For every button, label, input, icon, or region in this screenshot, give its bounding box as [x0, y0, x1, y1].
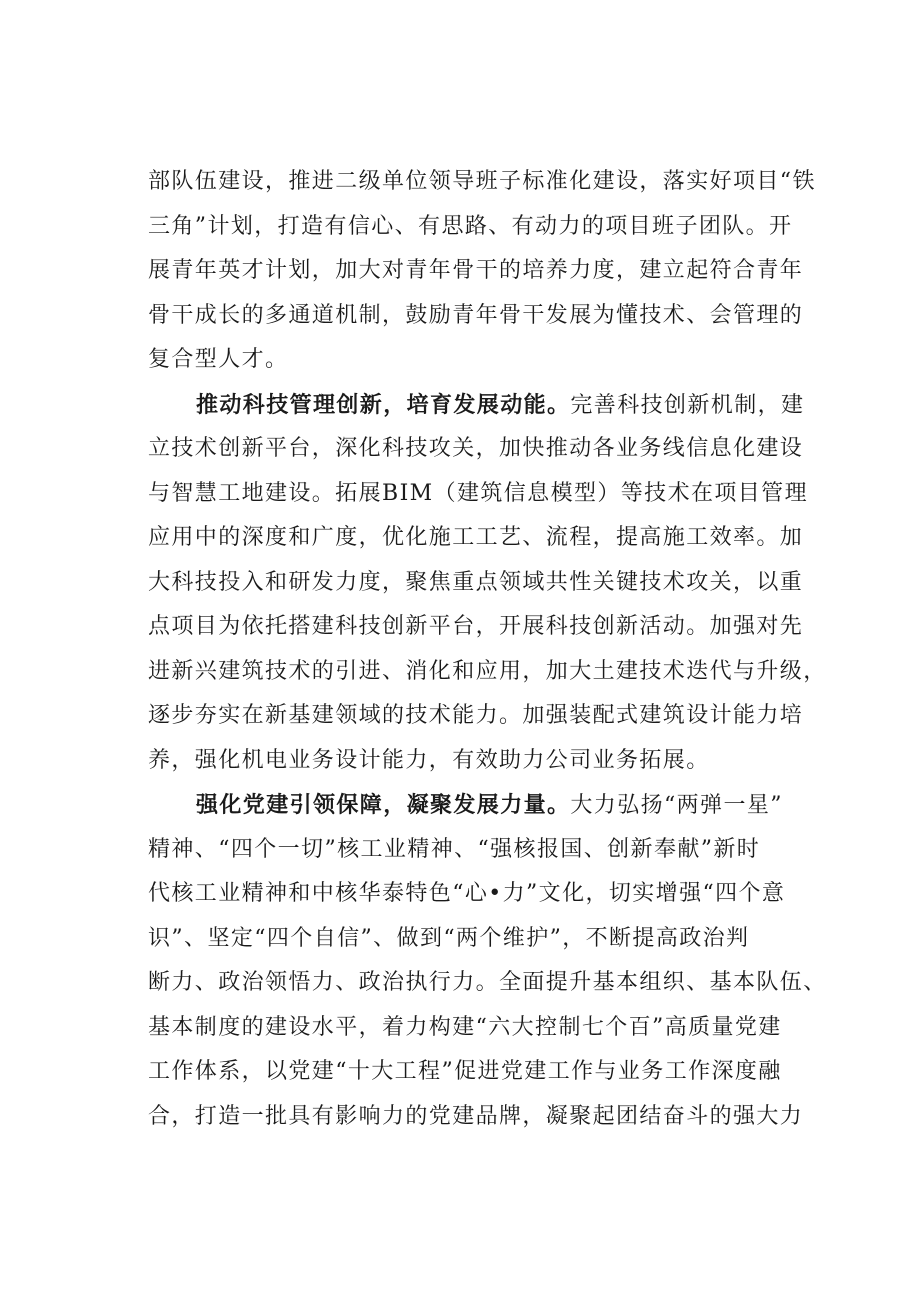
text-line: 立技术创新平台，深化科技攻关，加快推动各业务线信息化建设 [148, 436, 804, 461]
text-line: 展青年英才计划，加大对青年骨干的培养力度，建立起符合青年 [148, 258, 804, 283]
text-line: 点项目为依托搭建科技创新平台，开展科技创新活动。加强对先 [148, 614, 804, 639]
text-line: 与智慧工地建设。拓展BIM（建筑信息模型）等技术在项目管理 [148, 480, 808, 506]
text-line: 工作体系，以党建“十大工程”促进党建工作与业务工作深度融 [148, 1059, 782, 1084]
text-line: 部队伍建设，推进二级单位领导班子标准化建设，落实好项目“铁 [148, 169, 816, 194]
section-heading-tech: 推动科技管理创新，培育发展动能。 [196, 391, 571, 418]
text-line: 精神、“四个一切”核工业精神、“强核报国、创新奉献”新时 [148, 836, 761, 862]
text-line: 代核工业精神和中核华泰特色“心•力”文化，切实增强“四个意 [148, 881, 786, 906]
text-line: 大科技投入和研发力度，聚焦重点领域共性关键技术攻关，以重 [148, 569, 804, 595]
text-run: 完善科技创新机制，建 [570, 392, 805, 418]
text-line: 逐步夯实在新基建领域的技术能力。加强装配式建筑设计能力培 [148, 703, 804, 728]
text-line: 进新兴建筑技术的引进、消化和应用，加大土建技术迭代与升级， [148, 658, 827, 684]
text-run: 大力弘扬“两弹一星” [570, 793, 783, 818]
body-text [148, 160, 827, 1139]
text-line: 复合型人才。 [148, 347, 289, 372]
text-line: 骨干成长的多通道机制，鼓励青年骨干发展为懂技术、会管理的 [148, 302, 804, 328]
text-line: 合，打造一批具有影响力的党建品牌，凝聚起团结奋斗的强大力 [148, 1103, 804, 1129]
text-line: 基本制度的建设水平，着力构建“六大控制七个百”高质量党建 [148, 1014, 782, 1040]
text-line: 识”、坚定“四个自信”、做到“两个维护”，不断提高政治判 [148, 925, 750, 951]
paragraph-first-line [148, 783, 783, 828]
paragraph-first-line [148, 383, 805, 428]
text-line: 三角”计划，打造有信心、有思路、有动力的项目班子团队。开 [148, 213, 793, 239]
text-line: 养，强化机电业务设计能力，有效助力公司业务拓展。 [148, 747, 710, 773]
section-heading-party: 强化党建引领保障，凝聚发展力量。 [196, 792, 571, 818]
text-line: 断力、政治领悟力、政治执行力。全面提升基本组织、基本队伍、 [148, 970, 827, 995]
text-line: 应用中的深度和广度，优化施工工艺、流程，提高施工效率。加 [148, 525, 804, 550]
